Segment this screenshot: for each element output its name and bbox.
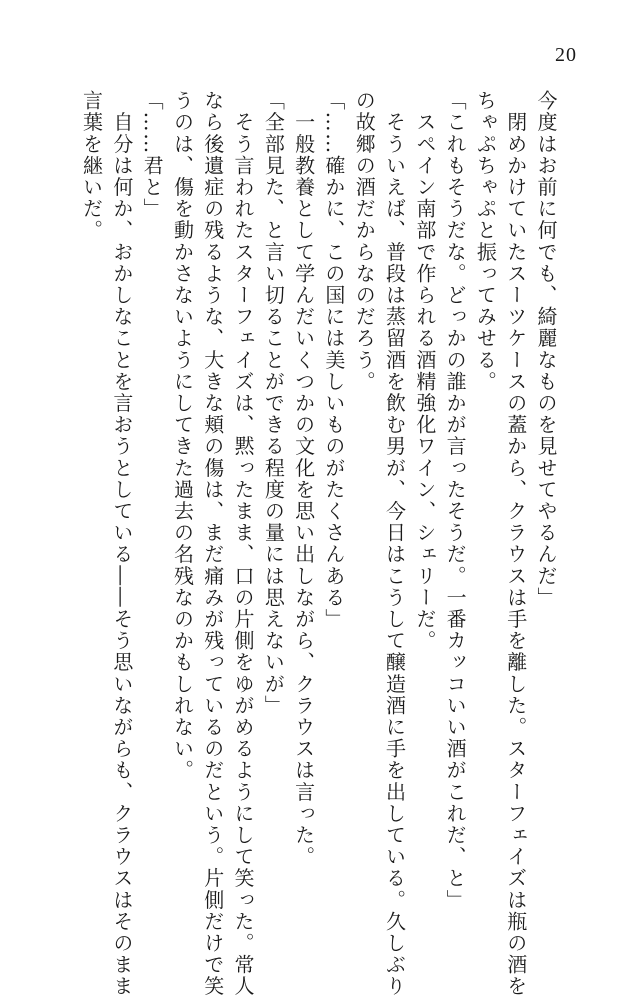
text-line: そういえば、普段は蒸留酒を飲む男が、今日はこうして醸造酒に手を出している。久しぶり [382,90,407,997]
text-line: ちゃぷちゃぷと振ってみせる。 [473,90,498,393]
text-line: 閉めかけていたスーツケースの蓋から、クラウスは手を離した。スターフェイズは瓶の酒を [503,90,528,997]
text-line: なら後遺症の残るような、大きな頬の傷は、まだ痛みが残っているのだという。片側だけで笑 [200,90,225,997]
text-line: 「全部見た、と言い切ることができる程度の量には思えないが」 [261,90,286,717]
text-line: スペイン南部で作られる酒精強化ワイン、シェリーだ。 [412,90,437,652]
novel-text-body [61,90,561,997]
text-line: うのは、傷を動かさないようにしてきた過去の名残なのかもしれない。 [170,90,195,782]
text-line: 今度はお前に何でも、綺麗なものを見せてやるんだ」 [534,90,558,609]
page-number: 20 [555,44,577,66]
text-line: 言葉を継いだ。 [79,90,104,242]
text-line: 「……君と」 [140,90,165,220]
text-line: 「……確かに、この国には美しいものがたくさんある」 [321,90,346,630]
text-line: 一般教養として学んだいくつかの文化を思い出しながら、クラウスは言った。 [291,90,316,868]
text-line: の故郷の酒だからなのだろう。 [352,90,377,393]
text-line: 自分は何か、おかしなことを言おうとしている――そう思いながらも、クラウスはそのまま [109,90,134,997]
text-line: そう言われたスターフェイズは、黙ったまま、口の片側をゆがめるようにして笑った。常人 [231,90,256,997]
text-line: 「これもそうだな。どっかの誰かが言ったそうだ。一番カッコいい酒がこれだ、と」 [443,90,468,911]
